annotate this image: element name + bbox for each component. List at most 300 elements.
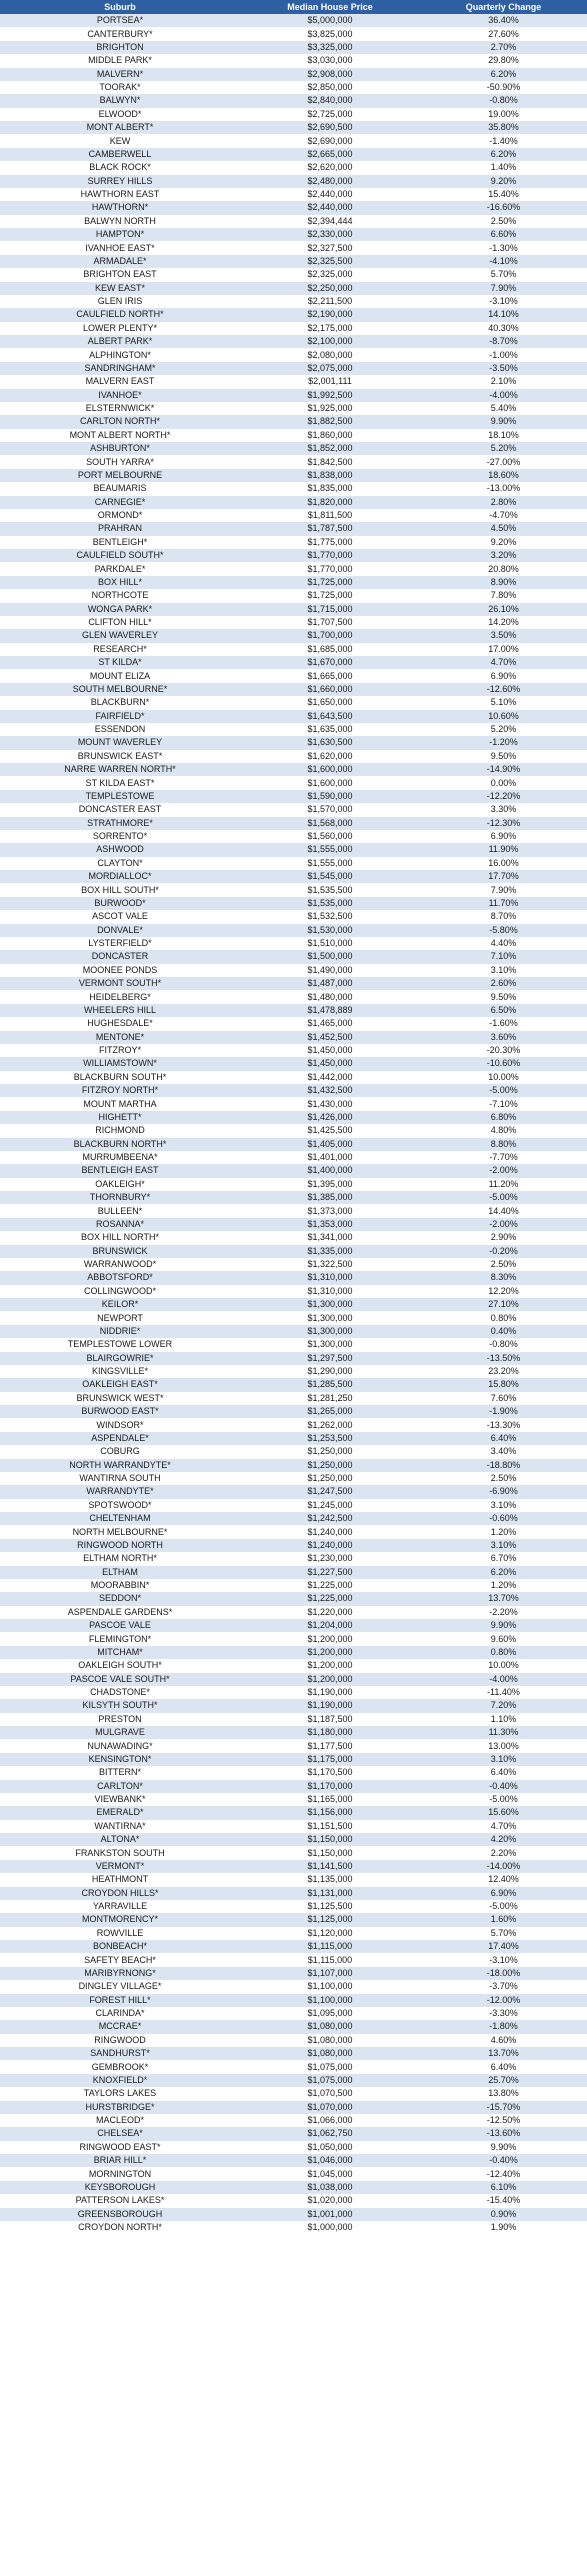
suburb-cell: HUGHESDALE* (0, 1017, 240, 1030)
table-row (0, 1552, 587, 1565)
median-price-cell: $1,150,000 (240, 1846, 420, 1859)
median-price-cell: $1,490,000 (240, 964, 420, 977)
median-price-cell: $1,135,000 (240, 1873, 420, 1886)
suburb-cell: PORT MELBOURNE (0, 469, 240, 482)
table-row (0, 536, 587, 549)
quarterly-change-cell: -12.40% (420, 2167, 587, 2180)
suburb-cell: YARRAVILLE (0, 1900, 240, 1913)
median-price-cell: $1,250,000 (240, 1445, 420, 1458)
median-price-cell: $1,070,000 (240, 2101, 420, 2114)
median-price-cell: $1,170,500 (240, 1766, 420, 1779)
quarterly-change-cell: -12.60% (420, 683, 587, 696)
median-price-cell: $1,066,000 (240, 2114, 420, 2127)
quarterly-change-cell: -0.80% (420, 94, 587, 107)
table-row (0, 1512, 587, 1525)
suburb-cell: BRIGHTON (0, 41, 240, 54)
table-row (0, 603, 587, 616)
median-price-cell: $1,200,000 (240, 1632, 420, 1645)
table-row (0, 1044, 587, 1057)
table-row (0, 870, 587, 883)
suburb-cell: IVANHOE* (0, 389, 240, 402)
suburb-cell: BRIAR HILL* (0, 2154, 240, 2167)
quarterly-change-cell: 3.20% (420, 549, 587, 562)
quarterly-change-cell: 6.90% (420, 669, 587, 682)
quarterly-change-cell: 8.70% (420, 910, 587, 923)
table-row (0, 2181, 587, 2194)
suburb-cell: KEW (0, 134, 240, 147)
median-price-cell: $1,775,000 (240, 536, 420, 549)
table-row (0, 843, 587, 856)
table-row (0, 108, 587, 121)
quarterly-change-cell: 7.20% (420, 1699, 587, 1712)
table-row (0, 1325, 587, 1338)
quarterly-change-cell: 4.50% (420, 522, 587, 535)
median-price-cell: $1,075,000 (240, 2060, 420, 2073)
table-row (0, 683, 587, 696)
median-price-cell: $1,177,500 (240, 1739, 420, 1752)
quarterly-change-cell: 15.80% (420, 1378, 587, 1391)
suburb-cell: NORTH MELBOURNE* (0, 1525, 240, 1538)
quarterly-change-cell: -13.30% (420, 1418, 587, 1431)
suburb-cell: ELWOOD* (0, 108, 240, 121)
quarterly-change-cell: -18.80% (420, 1459, 587, 1472)
suburb-cell: MOUNT MARTHA (0, 1097, 240, 1110)
suburb-cell: PASCOE VALE (0, 1619, 240, 1632)
table-row (0, 1258, 587, 1271)
quarterly-change-cell: -12.20% (420, 790, 587, 803)
median-price-cell: $1,165,000 (240, 1793, 420, 1806)
suburb-cell: FITZROY* (0, 1044, 240, 1057)
table-row (0, 1913, 587, 1926)
median-price-cell: $1,265,000 (240, 1405, 420, 1418)
quarterly-change-cell: 12.40% (420, 1873, 587, 1886)
quarterly-change-cell: -3.30% (420, 2007, 587, 2020)
quarterly-change-cell: 8.80% (420, 1138, 587, 1151)
quarterly-change-cell: -0.40% (420, 1780, 587, 1793)
table-row (0, 1311, 587, 1324)
suburb-cell: MENTONE* (0, 1031, 240, 1044)
quarterly-change-cell: 9.20% (420, 175, 587, 188)
suburb-cell: HEIDELBERG* (0, 990, 240, 1003)
suburb-cell: MALVERN EAST (0, 375, 240, 388)
table-row (0, 2114, 587, 2127)
median-price-cell: $1,450,000 (240, 1057, 420, 1070)
quarterly-change-cell: -0.80% (420, 1338, 587, 1351)
quarterly-change-cell: -2.00% (420, 1218, 587, 1231)
quarterly-change-cell: 16.00% (420, 857, 587, 870)
quarterly-change-cell: -4.00% (420, 1673, 587, 1686)
median-price-cell: $1,335,000 (240, 1245, 420, 1258)
table-row (0, 1726, 587, 1739)
table-row (0, 1392, 587, 1405)
median-price-cell: $1,131,000 (240, 1887, 420, 1900)
suburb-cell: PRAHRAN (0, 522, 240, 535)
table-row (0, 175, 587, 188)
median-price-cell: $1,685,000 (240, 643, 420, 656)
table-row (0, 2087, 587, 2100)
quarterly-change-cell: -1.40% (420, 134, 587, 147)
quarterly-change-cell: 17.40% (420, 1940, 587, 1953)
median-price-cell: $2,330,000 (240, 228, 420, 241)
suburb-cell: PORTSEA* (0, 14, 240, 27)
table-row (0, 1632, 587, 1645)
table-row (0, 736, 587, 749)
quarterly-change-cell: -5.00% (420, 1793, 587, 1806)
median-price-cell: $1,478,889 (240, 1004, 420, 1017)
table-row (0, 696, 587, 709)
median-price-cell: $1,100,000 (240, 1980, 420, 1993)
table-row (0, 1873, 587, 1886)
suburb-cell: TOORAK* (0, 81, 240, 94)
quarterly-change-cell: 15.60% (420, 1806, 587, 1819)
table-row (0, 549, 587, 562)
quarterly-change-cell: 3.10% (420, 1539, 587, 1552)
suburb-cell: BENTLEIGH* (0, 536, 240, 549)
median-price-cell: $1,045,000 (240, 2167, 420, 2180)
table-row (0, 1686, 587, 1699)
median-price-cell: $1,200,000 (240, 1673, 420, 1686)
quarterly-change-cell: 4.60% (420, 2034, 587, 2047)
header-suburb: Suburb (0, 0, 240, 14)
median-price-cell: $1,310,000 (240, 1271, 420, 1284)
quarterly-change-cell: -5.00% (420, 1084, 587, 1097)
quarterly-change-cell: 7.60% (420, 1392, 587, 1405)
median-price-cell: $1,400,000 (240, 1164, 420, 1177)
table-row (0, 1980, 587, 1993)
table-row (0, 375, 587, 388)
median-price-cell: $1,281,250 (240, 1392, 420, 1405)
header-median-house-price: Median House Price (240, 0, 420, 14)
median-price-cell: $1,075,000 (240, 2074, 420, 2087)
quarterly-change-cell: -3.70% (420, 1980, 587, 1993)
median-price-cell: $1,227,500 (240, 1566, 420, 1579)
quarterly-change-cell: -1.30% (420, 241, 587, 254)
quarterly-change-cell: 11.30% (420, 1726, 587, 1739)
suburb-cell: KEYSBOROUGH (0, 2181, 240, 2194)
median-price-cell: $1,568,000 (240, 817, 420, 830)
quarterly-change-cell: 6.40% (420, 2060, 587, 2073)
median-price-cell: $2,080,000 (240, 348, 420, 361)
suburb-cell: SORRENTO* (0, 830, 240, 843)
suburb-cell: COLLINGWOOD* (0, 1285, 240, 1298)
table-row (0, 937, 587, 950)
median-price-cell: $1,660,000 (240, 683, 420, 696)
quarterly-change-cell: 2.70% (420, 41, 587, 54)
suburb-cell: PATTERSON LAKES* (0, 2194, 240, 2207)
quarterly-change-cell: -16.60% (420, 201, 587, 214)
table-row (0, 562, 587, 575)
median-price-cell: $1,532,500 (240, 910, 420, 923)
quarterly-change-cell: -5.00% (420, 1900, 587, 1913)
suburb-cell: ROWVILLE (0, 1927, 240, 1940)
quarterly-change-cell: 3.40% (420, 1445, 587, 1458)
table-row (0, 1566, 587, 1579)
table-row (0, 1579, 587, 1592)
table-row (0, 68, 587, 81)
suburb-cell: FLEMINGTON* (0, 1632, 240, 1645)
median-price-cell: $1,570,000 (240, 803, 420, 816)
quarterly-change-cell: -12.30% (420, 817, 587, 830)
suburb-cell: LOWER PLENTY* (0, 322, 240, 335)
table-row (0, 830, 587, 843)
median-price-cell: $2,325,000 (240, 268, 420, 281)
quarterly-change-cell: -13.60% (420, 2127, 587, 2140)
median-price-cell: $1,715,000 (240, 603, 420, 616)
median-price-cell: $1,555,000 (240, 857, 420, 870)
suburb-cell: BOX HILL NORTH* (0, 1231, 240, 1244)
quarterly-change-cell: 18.10% (420, 429, 587, 442)
median-price-cell: $1,992,500 (240, 389, 420, 402)
suburb-cell: MOONEE PONDS (0, 964, 240, 977)
quarterly-change-cell: -3.10% (420, 1953, 587, 1966)
suburb-cell: BOX HILL SOUTH* (0, 883, 240, 896)
suburb-cell: KILSYTH SOUTH* (0, 1699, 240, 1712)
table-row (0, 1245, 587, 1258)
suburb-cell: MORDIALLOC* (0, 870, 240, 883)
median-price-cell: $1,240,000 (240, 1539, 420, 1552)
suburb-cell: WHEELERS HILL (0, 1004, 240, 1017)
median-price-cell: $1,535,500 (240, 883, 420, 896)
quarterly-change-cell: 17.70% (420, 870, 587, 883)
suburb-cell: SANDRINGHAM* (0, 362, 240, 375)
header-quarterly-change: Quarterly Change (420, 0, 587, 14)
median-price-cell: $1,242,500 (240, 1512, 420, 1525)
quarterly-change-cell: 4.20% (420, 1833, 587, 1846)
suburb-cell: CROYDON NORTH* (0, 2221, 240, 2234)
median-price-cell: $2,620,000 (240, 161, 420, 174)
suburb-cell: BURWOOD* (0, 897, 240, 910)
table-row (0, 1031, 587, 1044)
median-price-cell: $1,555,000 (240, 843, 420, 856)
quarterly-change-cell: 2.50% (420, 215, 587, 228)
suburb-cell: MOORABBIN* (0, 1579, 240, 1592)
table-row (0, 1138, 587, 1151)
table-row (0, 1646, 587, 1659)
table-row (0, 776, 587, 789)
median-price-cell: $1,450,000 (240, 1044, 420, 1057)
quarterly-change-cell: 13.70% (420, 2047, 587, 2060)
suburb-cell: ORMOND* (0, 509, 240, 522)
suburb-cell: MITCHAM* (0, 1646, 240, 1659)
median-price-cell: $2,394,444 (240, 215, 420, 228)
quarterly-change-cell: 7.90% (420, 282, 587, 295)
quarterly-change-cell: 0.90% (420, 2208, 587, 2221)
table-row (0, 1940, 587, 1953)
table-row (0, 282, 587, 295)
quarterly-change-cell: -1.60% (420, 1017, 587, 1030)
median-price-cell: $2,440,000 (240, 188, 420, 201)
quarterly-change-cell: 14.10% (420, 308, 587, 321)
quarterly-change-cell: 14.40% (420, 1204, 587, 1217)
table-row (0, 2060, 587, 2073)
median-price-cell: $1,187,500 (240, 1713, 420, 1726)
table-row (0, 241, 587, 254)
table-row (0, 134, 587, 147)
quarterly-change-cell: 2.50% (420, 1258, 587, 1271)
suburb-cell: STRATHMORE* (0, 817, 240, 830)
quarterly-change-cell: 25.70% (420, 2074, 587, 2087)
suburb-cell: WINDSOR* (0, 1418, 240, 1431)
suburb-cell: MOUNT ELIZA (0, 669, 240, 682)
table-row (0, 148, 587, 161)
median-price-cell: $1,725,000 (240, 576, 420, 589)
table-row (0, 1218, 587, 1231)
quarterly-change-cell: -3.10% (420, 295, 587, 308)
suburb-cell: MARIBYRNONG* (0, 1967, 240, 1980)
suburb-cell: DINGLEY VILLAGE* (0, 1980, 240, 1993)
suburb-cell: COBURG (0, 1445, 240, 1458)
quarterly-change-cell: 13.70% (420, 1592, 587, 1605)
quarterly-change-cell: 1.60% (420, 1913, 587, 1926)
median-price-cell: $1,080,000 (240, 2020, 420, 2033)
quarterly-change-cell: -1.90% (420, 1405, 587, 1418)
median-price-cell: $1,600,000 (240, 776, 420, 789)
quarterly-change-cell: -12.00% (420, 1994, 587, 2007)
quarterly-change-cell: -10.60% (420, 1057, 587, 1070)
quarterly-change-cell: 13.80% (420, 2087, 587, 2100)
table-row (0, 1365, 587, 1378)
suburb-cell: ASPENDALE* (0, 1432, 240, 1445)
table-row (0, 1017, 587, 1030)
quarterly-change-cell: 1.10% (420, 1713, 587, 1726)
quarterly-change-cell: -7.70% (420, 1151, 587, 1164)
quarterly-change-cell: 2.10% (420, 375, 587, 388)
median-price-cell: $1,225,000 (240, 1592, 420, 1605)
suburb-cell: RESEARCH* (0, 643, 240, 656)
median-price-cell: $1,000,000 (240, 2221, 420, 2234)
quarterly-change-cell: 9.50% (420, 990, 587, 1003)
quarterly-change-cell: 36.40% (420, 14, 587, 27)
quarterly-change-cell: 3.10% (420, 1753, 587, 1766)
median-price-cell: $1,046,000 (240, 2154, 420, 2167)
quarterly-change-cell: 7.90% (420, 883, 587, 896)
suburb-cell: BRIGHTON EAST (0, 268, 240, 281)
suburb-cell: RINGWOOD EAST* (0, 2141, 240, 2154)
table-row (0, 2194, 587, 2207)
table-row (0, 348, 587, 361)
table-row (0, 1539, 587, 1552)
median-price-cell: $1,842,500 (240, 455, 420, 468)
table-row (0, 14, 587, 27)
table-row (0, 268, 587, 281)
suburb-cell: EMERALD* (0, 1806, 240, 1819)
table-row (0, 335, 587, 348)
median-price-cell: $1,487,000 (240, 977, 420, 990)
table-row (0, 710, 587, 723)
median-price-cell: $1,590,000 (240, 790, 420, 803)
median-price-cell: $2,211,500 (240, 295, 420, 308)
table-row (0, 1967, 587, 1980)
median-price-cell: $2,325,500 (240, 255, 420, 268)
median-price-cell: $1,322,500 (240, 1258, 420, 1271)
quarterly-change-cell: -2.00% (420, 1164, 587, 1177)
median-price-cell: $1,190,000 (240, 1686, 420, 1699)
quarterly-change-cell: -50.90% (420, 81, 587, 94)
quarterly-change-cell: 12.20% (420, 1285, 587, 1298)
suburb-cell: ELTHAM NORTH* (0, 1552, 240, 1565)
quarterly-change-cell: 6.20% (420, 68, 587, 81)
table-row (0, 1097, 587, 1110)
median-price-cell: $2,725,000 (240, 108, 420, 121)
median-price-cell: $1,300,000 (240, 1325, 420, 1338)
table-row (0, 1485, 587, 1498)
suburb-cell: BLACK ROCK* (0, 161, 240, 174)
quarterly-change-cell: 11.90% (420, 843, 587, 856)
suburb-cell: SOUTH YARRA* (0, 455, 240, 468)
suburb-cell: NORTHCOTE (0, 589, 240, 602)
quarterly-change-cell: 1.40% (420, 161, 587, 174)
median-price-cell: $1,050,000 (240, 2141, 420, 2154)
suburb-cell: GLEN WAVERLEY (0, 629, 240, 642)
suburb-cell: TEMPLESTOWE (0, 790, 240, 803)
median-price-cell: $1,038,000 (240, 2181, 420, 2194)
median-price-cell: $1,240,000 (240, 1525, 420, 1538)
table-row (0, 1204, 587, 1217)
table-row (0, 750, 587, 763)
median-price-cell: $1,630,500 (240, 736, 420, 749)
table-row (0, 629, 587, 642)
quarterly-change-cell: -1.00% (420, 348, 587, 361)
table-row (0, 2167, 587, 2180)
suburb-cell: NIDDRIE* (0, 1325, 240, 1338)
median-price-cell: $1,100,000 (240, 1994, 420, 2007)
quarterly-change-cell: 0.40% (420, 1325, 587, 1338)
suburb-cell: BURWOOD EAST* (0, 1405, 240, 1418)
median-price-cell: $1,650,000 (240, 696, 420, 709)
table-row (0, 1418, 587, 1431)
suburb-cell: ST KILDA EAST* (0, 776, 240, 789)
median-price-cell: $1,230,000 (240, 1552, 420, 1565)
suburb-cell: ASPENDALE GARDENS* (0, 1606, 240, 1619)
table-row (0, 469, 587, 482)
median-price-cell: $1,170,000 (240, 1780, 420, 1793)
table-row (0, 1860, 587, 1873)
suburb-cell: BLAIRGOWRIE* (0, 1352, 240, 1365)
suburb-cell: MIDDLE PARK* (0, 54, 240, 67)
table-row (0, 910, 587, 923)
median-price-cell: $1,620,000 (240, 750, 420, 763)
suburb-cell: ST KILDA* (0, 656, 240, 669)
table-row (0, 1151, 587, 1164)
table-row (0, 1352, 587, 1365)
quarterly-change-cell: 15.40% (420, 188, 587, 201)
suburb-cell: GREENSBOROUGH (0, 2208, 240, 2221)
median-price-cell: $1,150,000 (240, 1833, 420, 1846)
table-row (0, 883, 587, 896)
median-price-cell: $1,107,000 (240, 1967, 420, 1980)
quarterly-change-cell: 0.80% (420, 1311, 587, 1324)
table-row (0, 54, 587, 67)
quarterly-change-cell: -13.50% (420, 1352, 587, 1365)
suburb-cell: PRESTON (0, 1713, 240, 1726)
suburb-cell: VERMONT* (0, 1860, 240, 1873)
suburb-cell: IVANHOE EAST* (0, 241, 240, 254)
suburb-cell: CHELTENHAM (0, 1512, 240, 1525)
median-price-cell: $1,125,500 (240, 1900, 420, 1913)
table-row (0, 1004, 587, 1017)
quarterly-change-cell: -3.50% (420, 362, 587, 375)
suburb-cell: HEATHMONT (0, 1873, 240, 1886)
suburb-cell: MURRUMBEENA* (0, 1151, 240, 1164)
suburb-cell: ELSTERNWICK* (0, 402, 240, 415)
quarterly-change-cell: 9.20% (420, 536, 587, 549)
median-price-cell: $1,385,000 (240, 1191, 420, 1204)
table-row (0, 1191, 587, 1204)
table-row (0, 2047, 587, 2060)
median-price-cell: $1,430,000 (240, 1097, 420, 1110)
quarterly-change-cell: -2.20% (420, 1606, 587, 1619)
median-price-cell: $1,600,000 (240, 763, 420, 776)
